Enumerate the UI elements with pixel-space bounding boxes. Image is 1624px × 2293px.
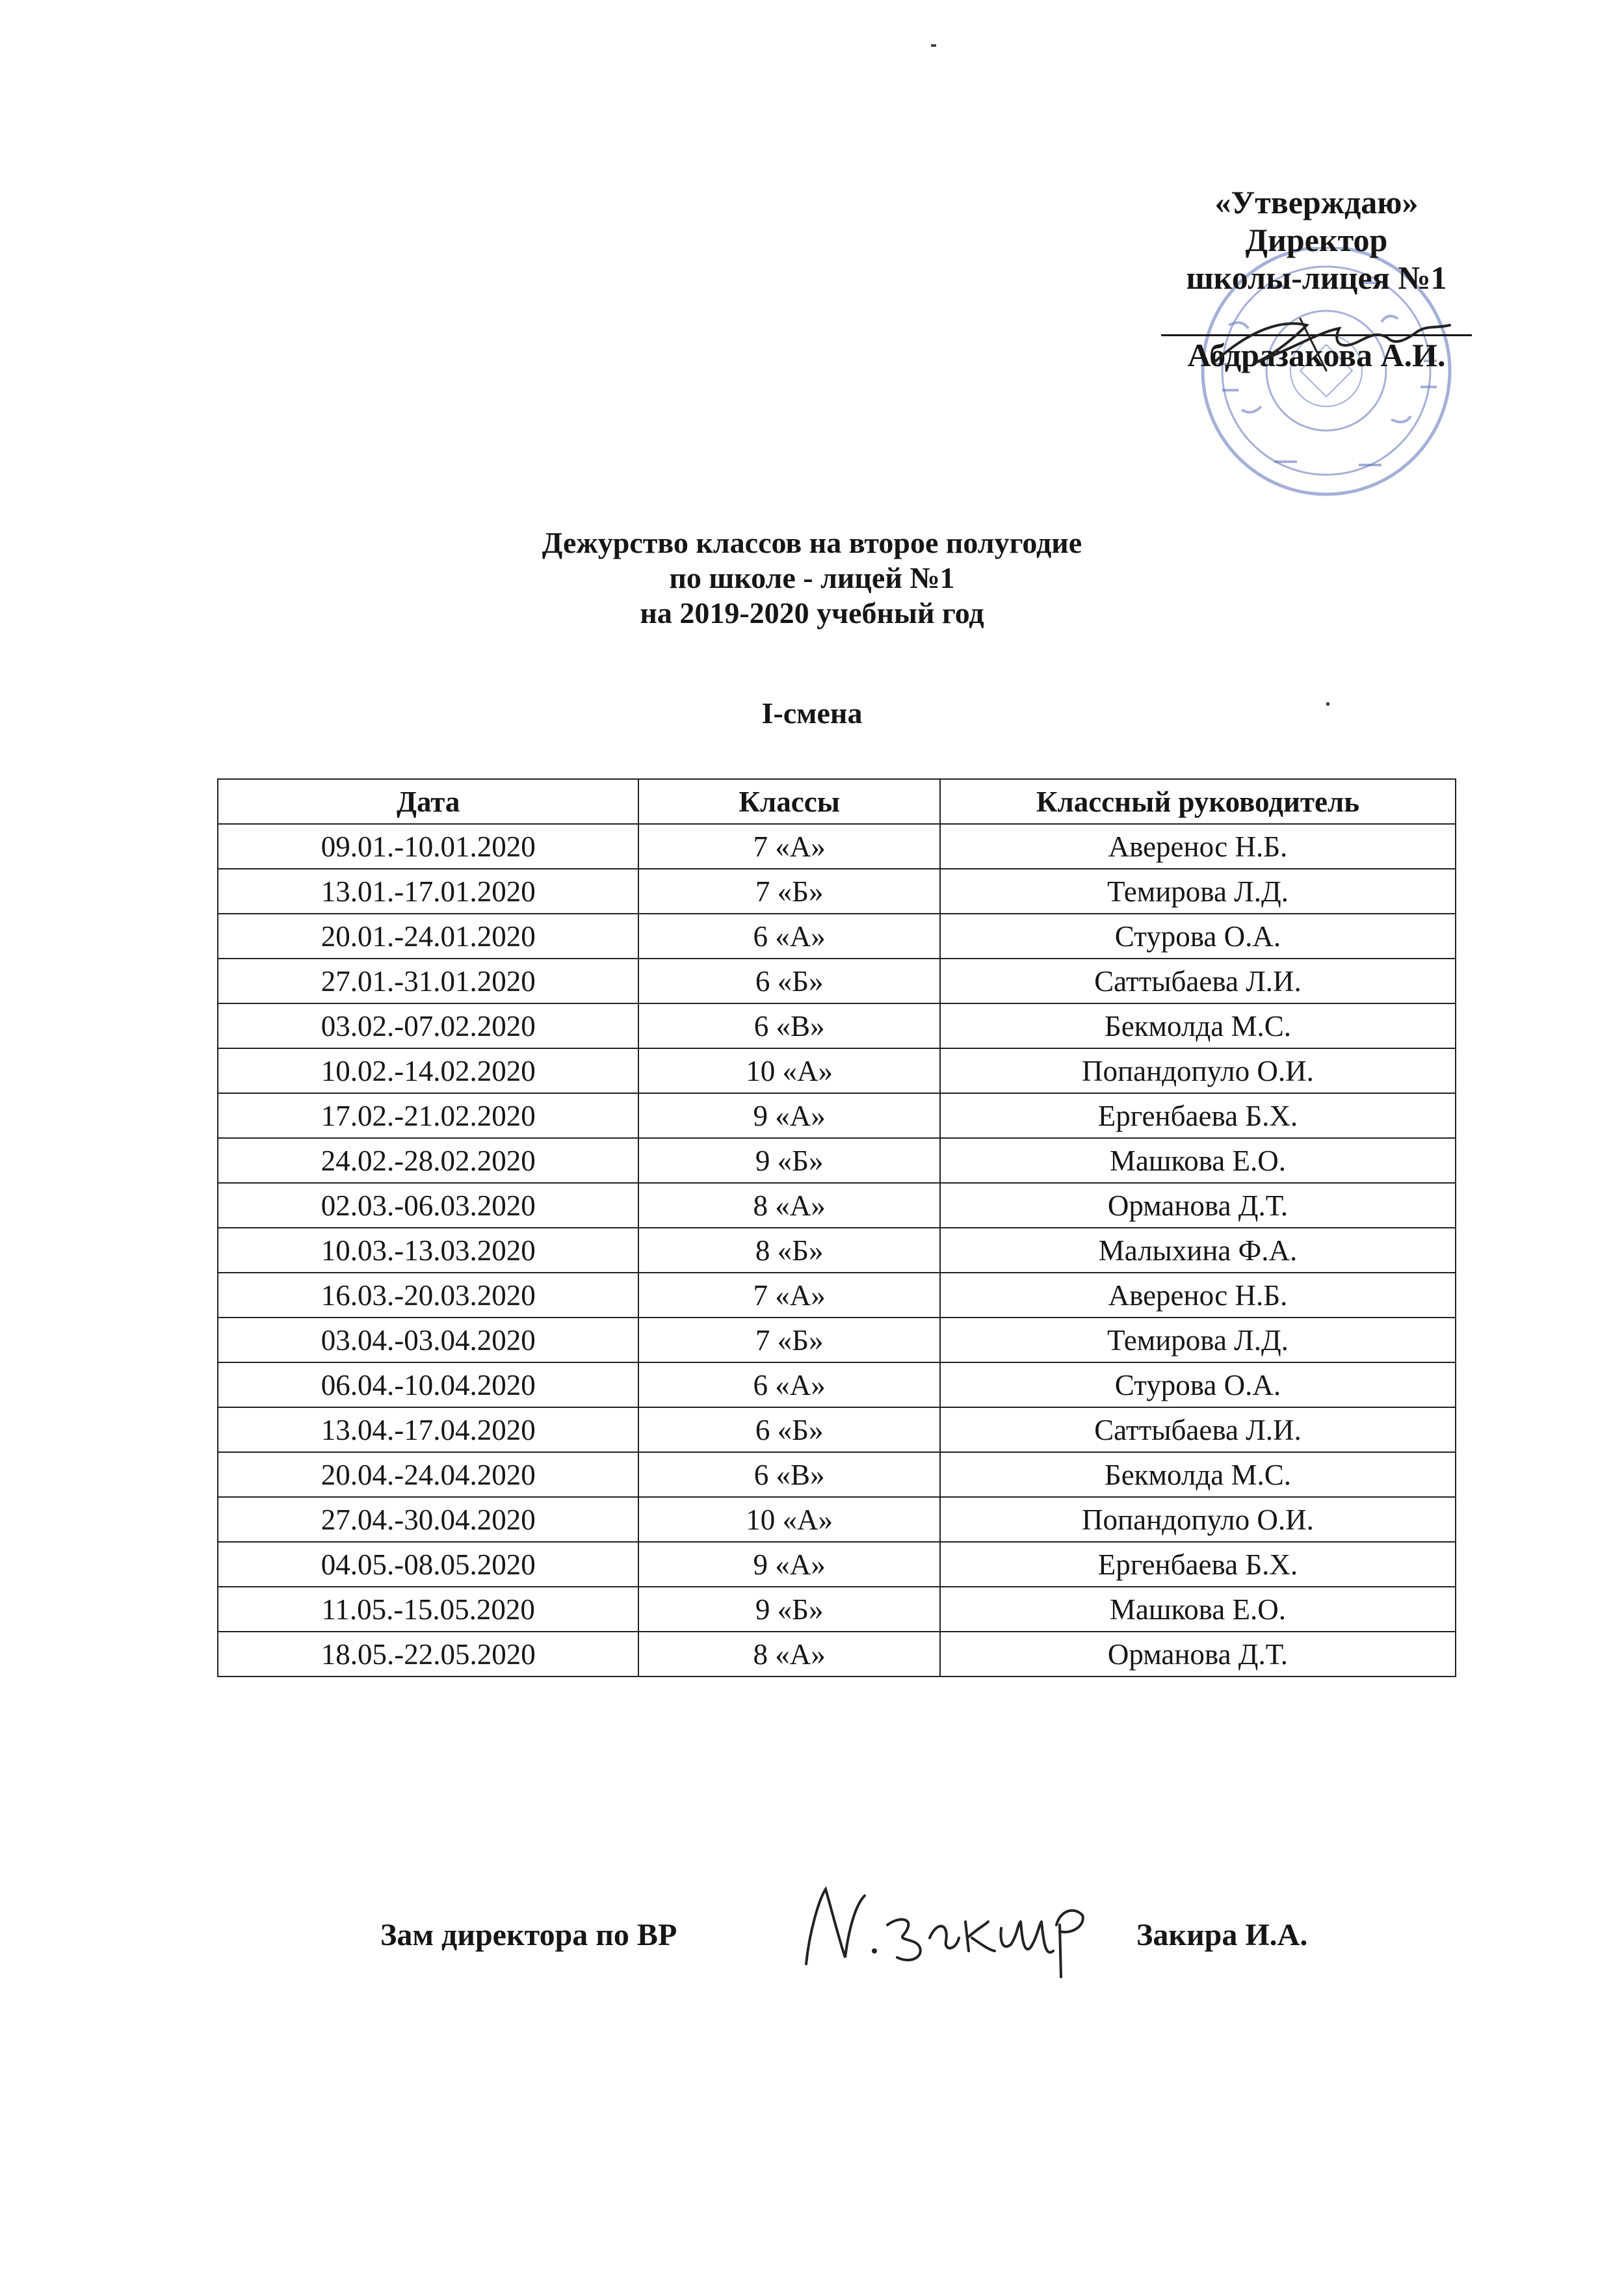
table-row <box>218 1542 1456 1587</box>
cell-class-teacher: Темирова Л.Д. <box>940 1318 1456 1362</box>
header-classes: Классы <box>638 779 939 824</box>
table-row <box>218 1093 1456 1138</box>
cell-date: 24.02.-28.02.2020 <box>218 1138 638 1183</box>
duty-table-body <box>218 824 1456 1677</box>
cell-class-teacher: Стурова О.А. <box>940 1362 1456 1407</box>
table-row <box>218 1452 1456 1497</box>
approval-director-name: Абдразакова А.И. <box>1187 337 1446 373</box>
cell-class-teacher: Орманова Д.Т. <box>940 1632 1456 1677</box>
scan-speck <box>931 44 936 47</box>
shift-label: I-смена <box>761 696 863 730</box>
cell-date: 10.03.-13.03.2020 <box>218 1228 638 1273</box>
cell-date: 06.04.-10.04.2020 <box>218 1362 638 1407</box>
deputy-signature <box>793 1860 1092 1983</box>
table-row <box>218 1632 1456 1677</box>
cell-class-teacher: Ергенбаева Б.Х. <box>940 1093 1456 1138</box>
cell-class: 9 «Б» <box>638 1587 939 1632</box>
cell-class-teacher: Попандопуло О.И. <box>940 1048 1456 1093</box>
table-row <box>218 1183 1456 1228</box>
cell-class: 7 «А» <box>638 824 939 869</box>
cell-date: 13.04.-17.04.2020 <box>218 1407 638 1452</box>
cell-class: 6 «А» <box>638 1362 939 1407</box>
table-row <box>218 1138 1456 1183</box>
title-line-1: Дежурство классов на второе полугодие <box>542 526 1082 559</box>
approval-heading: «Утверждаю» <box>1214 184 1419 220</box>
cell-class: 9 «Б» <box>638 1138 939 1183</box>
cell-class-teacher: Саттыбаева Л.И. <box>940 1407 1456 1452</box>
table-row <box>218 1003 1456 1048</box>
cell-class: 10 «А» <box>638 1048 939 1093</box>
cell-class: 6 «В» <box>638 1003 939 1048</box>
table-row <box>218 1497 1456 1542</box>
cell-date: 27.04.-30.04.2020 <box>218 1497 638 1542</box>
header-date: Дата <box>218 779 638 824</box>
cell-date: 03.02.-07.02.2020 <box>218 1003 638 1048</box>
deputy-name: Закира И.А. <box>1136 1918 1308 1952</box>
table-row <box>218 1228 1456 1273</box>
table-row <box>218 914 1456 959</box>
table-row <box>218 959 1456 1003</box>
cell-class-teacher: Орманова Д.Т. <box>940 1183 1456 1228</box>
table-row <box>218 1048 1456 1093</box>
table-row <box>218 1318 1456 1362</box>
document-title <box>0 525 1624 631</box>
cell-class: 8 «А» <box>638 1632 939 1677</box>
table-row <box>218 1362 1456 1407</box>
director-signature <box>1209 306 1456 377</box>
cell-class: 9 «А» <box>638 1093 939 1138</box>
table-row <box>218 869 1456 914</box>
table-row <box>218 1587 1456 1632</box>
table-header-row <box>218 779 1456 824</box>
cell-class: 6 «Б» <box>638 959 939 1003</box>
cell-class-teacher: Бекмолда М.С. <box>940 1452 1456 1497</box>
cell-class-teacher: Машкова Е.О. <box>940 1138 1456 1183</box>
cell-class-teacher: Машкова Е.О. <box>940 1587 1456 1632</box>
cell-class: 9 «А» <box>638 1542 939 1587</box>
cell-date: 11.05.-15.05.2020 <box>218 1587 638 1632</box>
cell-class-teacher: Темирова Л.Д. <box>940 869 1456 914</box>
cell-class-teacher: Стурова О.А. <box>940 914 1456 959</box>
cell-class: 8 «А» <box>638 1183 939 1228</box>
table-row <box>218 1273 1456 1318</box>
cell-date: 13.01.-17.01.2020 <box>218 869 638 914</box>
cell-class: 6 «А» <box>638 914 939 959</box>
cell-date: 10.02.-14.02.2020 <box>218 1048 638 1093</box>
cell-class: 7 «Б» <box>638 869 939 914</box>
title-line-2: по школе - лицей №1 <box>669 561 955 594</box>
cell-date: 17.02.-21.02.2020 <box>218 1093 638 1138</box>
cell-class-teacher: Ергенбаева Б.Х. <box>940 1542 1456 1587</box>
cell-date: 16.03.-20.03.2020 <box>218 1273 638 1318</box>
cell-class: 7 «Б» <box>638 1318 939 1362</box>
duty-table <box>217 778 1456 1677</box>
cell-date: 20.01.-24.01.2020 <box>218 914 638 959</box>
cell-class-teacher: Попандопуло О.И. <box>940 1497 1456 1542</box>
cell-class: 7 «А» <box>638 1273 939 1318</box>
cell-class-teacher: Бекмолда М.С. <box>940 1003 1456 1048</box>
cell-date: 18.05.-22.05.2020 <box>218 1632 638 1677</box>
cell-date: 27.01.-31.01.2020 <box>218 959 638 1003</box>
cell-date: 02.03.-06.03.2020 <box>218 1183 638 1228</box>
cell-date: 09.01.-10.01.2020 <box>218 824 638 869</box>
cell-date: 20.04.-24.04.2020 <box>218 1452 638 1497</box>
cell-date: 04.05.-08.05.2020 <box>218 1542 638 1587</box>
title-line-3: на 2019-2020 учебный год <box>640 596 984 630</box>
deputy-position: Зам директора по ВР <box>380 1918 677 1952</box>
cell-date: 03.04.-03.04.2020 <box>218 1318 638 1362</box>
cell-class: 8 «Б» <box>638 1228 939 1273</box>
scan-speck <box>1326 702 1329 706</box>
approval-organization: школы-лицея №1 <box>1186 259 1447 296</box>
cell-class-teacher: Аверенос Н.Б. <box>940 1273 1456 1318</box>
approval-position: Директор <box>1245 222 1388 258</box>
cell-class-teacher: Малыхина Ф.А. <box>940 1228 1456 1273</box>
cell-class: 10 «А» <box>638 1497 939 1542</box>
table-row <box>218 1407 1456 1452</box>
cell-class: 6 «В» <box>638 1452 939 1497</box>
table-row <box>218 824 1456 869</box>
cell-class-teacher: Аверенос Н.Б. <box>940 824 1456 869</box>
header-class-teacher: Классный руководитель <box>940 779 1456 824</box>
cell-class: 6 «Б» <box>638 1407 939 1452</box>
cell-class-teacher: Саттыбаева Л.И. <box>940 959 1456 1003</box>
